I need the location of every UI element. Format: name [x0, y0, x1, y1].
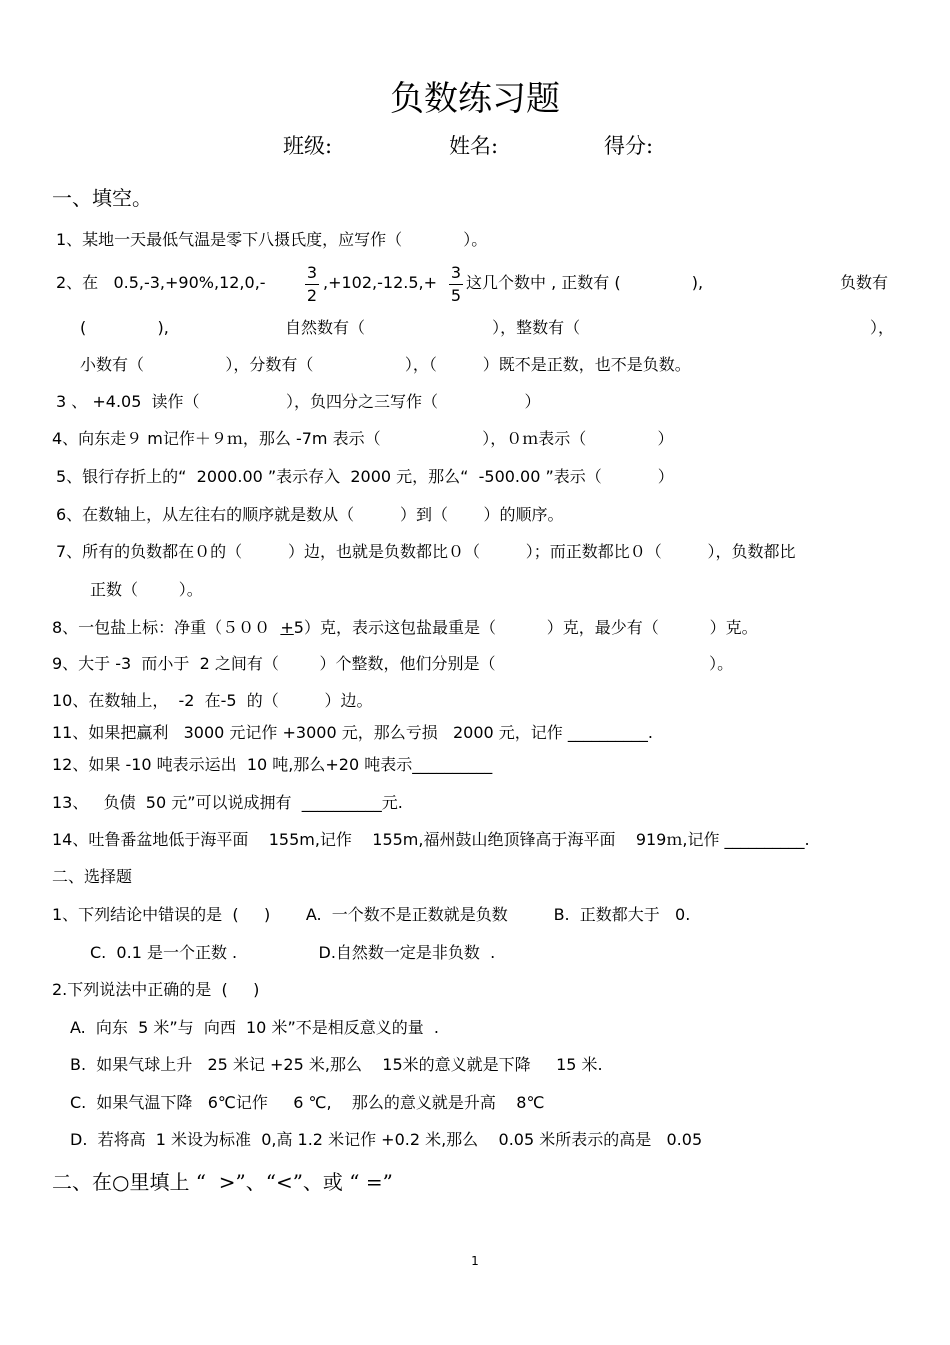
fraction-denominator: 2	[306, 286, 318, 305]
question-9: 9、大于 -3 而小于 2 之间有（ ）个整数，他们分别是（ ）。	[52, 654, 734, 673]
question-2-part-d: 负数有	[840, 273, 889, 292]
page-number: 1	[471, 1254, 479, 1268]
fraction-denominator: 5	[450, 286, 462, 305]
page-title: 负数练习题	[390, 79, 560, 119]
fraction-three-fifths	[449, 263, 463, 306]
question-2-part-b: ,+102,-12.5,+	[323, 273, 438, 292]
question-5: 5、银行存折上的“ 2000.00 ”表示存入 2000 元，那么“ -500.00 ”表示（ ）	[56, 467, 674, 486]
score-label: 得分:	[604, 134, 654, 158]
section-compare-heading: 二、在○里填上 “ >”、“<”、或 “ =”	[52, 1170, 393, 1194]
choice-question-2: 2.下列说法中正确的是 ( )	[52, 980, 260, 999]
question-2-line-2b: 自然数有（ ），整数有（	[285, 318, 581, 337]
question-2-part-a: 2、在 0.5,-3,+90%,12,0,-	[56, 273, 266, 292]
choice-option-c: C. 如果气温下降 6℃记作 6 ℃, 那么的意义就是升高 8℃	[70, 1093, 545, 1112]
fraction-numerator: 3	[306, 263, 318, 282]
class-label: 班级:	[283, 134, 333, 158]
question-7-continued: 正数（ ）。	[90, 580, 203, 599]
choice-option-d: D. 若将高 1 米设为标准 0,高 1.2 米记作 +0.2 米,那么 0.05 米所表示的高是 0.05	[70, 1130, 703, 1149]
question-2-line-2a: ( ),	[80, 318, 169, 337]
choice-option-a: A. 向东 5 米”与 向西 10 米”不是相反意义的量 .	[70, 1018, 439, 1037]
choice-question-1-options: C. 0.1 是一个正数 . D.自然数一定是非负数 .	[90, 943, 496, 962]
question-8-part-a: 8、一包盐上标：净重（５００	[52, 618, 281, 637]
fraction-numerator: 3	[450, 263, 462, 282]
question-8-part-b: 5）克，表示这包盐最重是（ ）克，最少有（ ）克。	[293, 618, 758, 637]
plus-minus-sign: +	[280, 618, 294, 637]
question-12: 12、如果 -10 吨表示运出 10 吨,那么+20 吨表示__________	[52, 755, 493, 774]
question-1: 1、某地一天最低气温是零下八摄氏度，应写作（ ）。	[56, 230, 488, 249]
question-6: 6、在数轴上，从左往右的顺序就是数从（ ）到（ ）的顺序。	[56, 505, 564, 524]
question-3: 3 、 +4.05 读作（ ），负四分之三写作（ ）	[56, 392, 541, 411]
fraction-bar	[305, 284, 319, 285]
fraction-three-halves	[305, 263, 319, 306]
question-4: 4、向东走９ m记作＋９ｍ，那么 -7m 表示（ ），０ｍ表示（ ）	[52, 429, 674, 448]
question-2-part-c: 这几个数中 , 正数有 ( ),	[466, 273, 704, 292]
question-14: 14、吐鲁番盆地低于海平面 155m,记作 155m,福州鼓山绝顶锋高于海平面 919ｍ,记作 __________.	[52, 830, 810, 849]
choice-option-b: B. 如果气球上升 25 米记 +25 米,那么 15米的意义就是下降 15 米.	[70, 1055, 603, 1074]
question-2-line-2c: ），	[870, 318, 895, 337]
question-7: 7、所有的负数都在０的（ ）边，也就是负数都比０（ ）；而正数都比０（ ），负数都比	[56, 542, 796, 561]
section-choice-heading: 二、选择题	[52, 867, 133, 886]
choice-question-1: 1、下列结论中错误的是 ( ) A. 一个数不是正数就是负数 B. 正数都大于 0.	[52, 905, 691, 924]
question-10: 10、在数轴上， -2 在-5 的（ ）边。	[52, 691, 373, 710]
question-13: 13、 负债 50 元”可以说成拥有 __________元.	[52, 793, 403, 812]
section-fill-blank-heading: 一、填空。	[52, 186, 152, 210]
question-2-line-3: 小数有（ ），分数有（ ），（ ）既不是正数，也不是负数。	[80, 355, 691, 374]
name-label: 姓名:	[449, 134, 499, 158]
fraction-bar	[449, 284, 463, 285]
question-11: 11、如果把赢利 3000 元记作 +3000 元，那么亏损 2000 元，记作 __________.	[52, 723, 653, 742]
question-8	[52, 618, 758, 638]
